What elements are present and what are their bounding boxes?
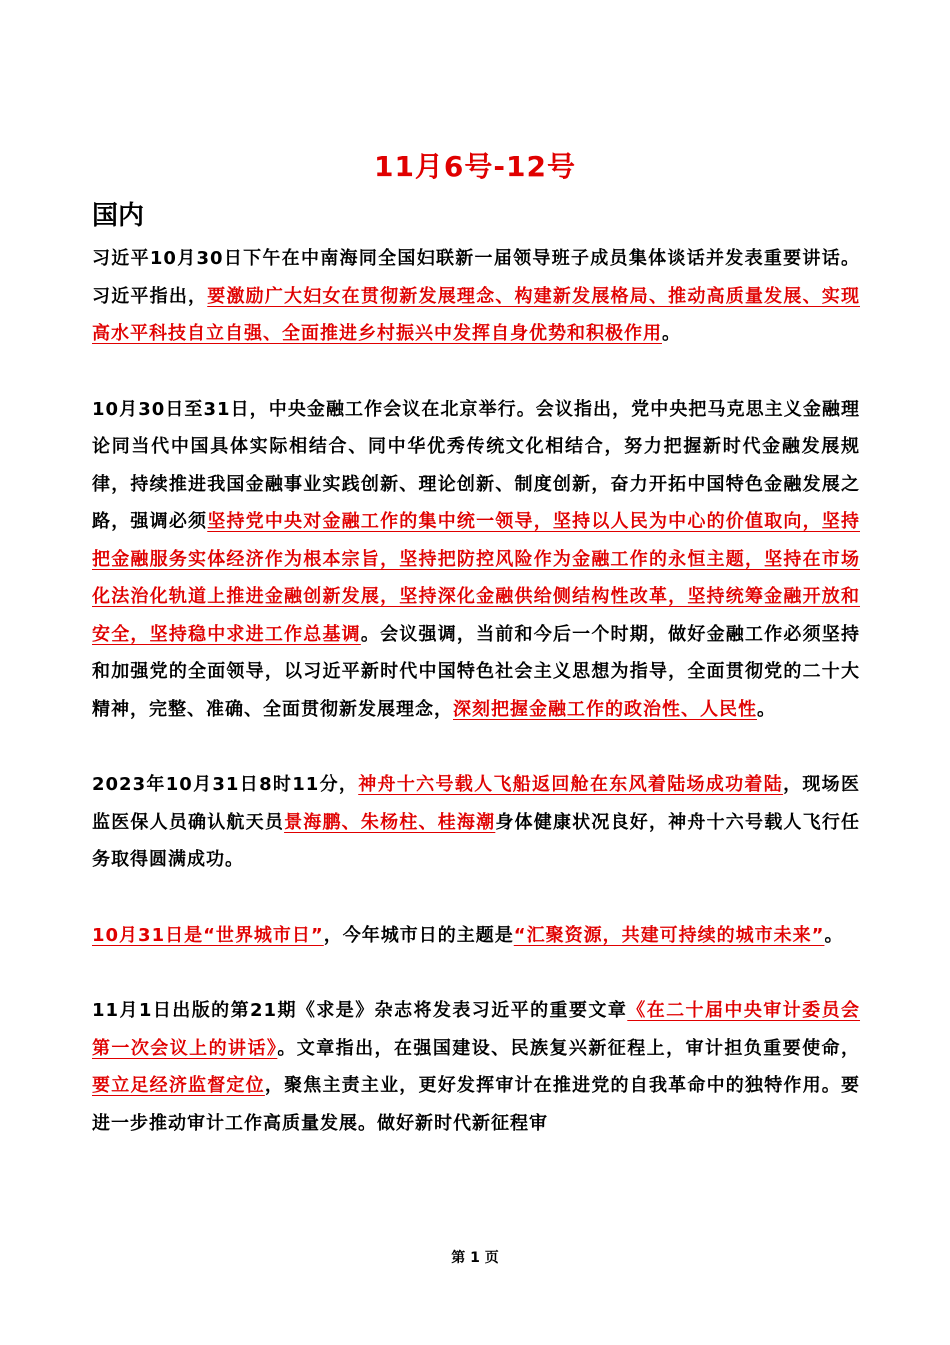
paragraph-text: 习近平10月30日下午在中南海同全国妇联新一届领导班子成员集体谈话并发表重要讲话。习近平指出， [92, 248, 860, 307]
paragraph-text: ，现场医监医保人员确认航天员 [92, 774, 860, 833]
paragraph-text: 。 [824, 924, 844, 946]
document-title: 11月6号-12号 [373, 150, 577, 183]
article-body [92, 240, 860, 1180]
paragraph-text: ，今年城市日的主题是 [323, 924, 514, 946]
highlighted-text: “汇聚资源，共建可持续的城市未来” [513, 924, 825, 946]
paragraph-text: 11月1日出版的第21期《求是》杂志将发表习近平的重要文章 [92, 1000, 628, 1021]
highlighted-text: 要激励广大妇女在贯彻新发展理念、构建新发展格局、推动高质量发展、实现高水平科技自立自强、全面推进乡村振兴中发挥自身优势和积极作用 [92, 285, 860, 344]
highlighted-text: 10月31日是“世界城市日” [92, 924, 324, 946]
highlighted-text: 坚持党中央对金融工作的集中统一领导，坚持以人民为中心的价值取向，坚持把金融服务实体经济作为根本宗旨，坚持把防控风险作为金融工作的永恒主题，坚持在市场化法治化轨道上推进金融创新发展，坚持深化金融供给侧结构性改革，坚持统筹金融开放和安全，坚持稳中求进工作总基调 [92, 511, 860, 645]
section-heading: 国内 [92, 201, 145, 231]
highlighted-text: 景海鹏、朱杨柱、桂海潮 [284, 811, 496, 833]
paragraph-text: 2023年10月31日8时11分， [92, 774, 359, 795]
highlighted-text: 《在二十届中央审计委员会第一次会议上的讲话》 [92, 1000, 861, 1059]
paragraph [92, 917, 860, 955]
paragraph [92, 240, 860, 353]
paragraph-text: 。会议强调，当前和今后一个时期，做好金融工作必须坚持和加强党的全面领导，以习近平新时代中国特色社会主义思想为指导，全面贯彻党的二十大精神，完整、准确、全面贯彻新发展理念， [92, 623, 861, 720]
paragraph-text: ，聚焦主责主业，更好发挥审计在推进党的自我革命中的独特作用。要进一步推动审计工作高质量发展。做好新时代新征程审 [92, 1075, 861, 1134]
paragraph-text: 。 [757, 698, 776, 720]
paragraph-text: 身体健康状况良好，神舟十六号载人飞行任务取得圆满成功。 [92, 811, 861, 870]
paragraph-text: 10月30日至31日，中央金融工作会议在北京举行。会议指出，党中央把马克思主义金融理论同当代中国具体实际相结合、同中华优秀传统文化相结合，努力把握新时代金融发展规律，持续推进我国金融事业实践创新、理论创新、制度创新，奋力开拓中国特色金融发展之路，强调必须 [92, 398, 860, 532]
paragraph-text: 。 [662, 323, 681, 344]
paragraph [92, 992, 860, 1142]
highlighted-text: 要立足经济监督定位 [92, 1075, 265, 1096]
paragraph-text: 。文章指出，在强国建设、民族复兴新征程上，审计担负重要使命， [277, 1037, 860, 1059]
highlighted-text: 深刻把握金融工作的政治性、人民性 [453, 698, 757, 720]
paragraph [92, 766, 860, 879]
page-number: 第 1 页 [451, 1250, 499, 1266]
highlighted-text: 神舟十六号载人飞船返回舱在东风着陆场成功着陆 [358, 774, 784, 795]
paragraph [92, 391, 860, 729]
